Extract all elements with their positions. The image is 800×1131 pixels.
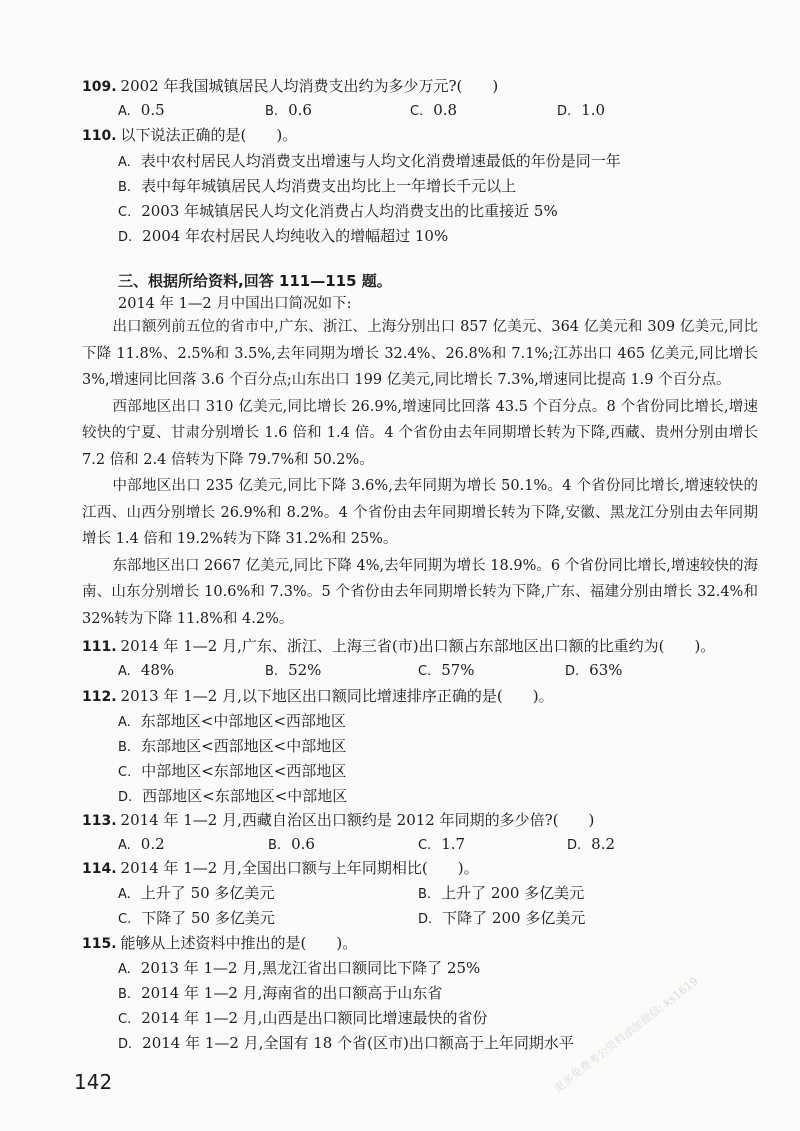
material-paragraphs bbox=[82, 314, 758, 632]
paragraph-provinces: 出口额列前五位的省市中,广东、浙江、上海分别出口 857 亿美元、364 亿美元和 309 亿美元,同比下降 11.8%、2.5%和 3.5%,去年同期为增长 32.4%、26.8%和 7.1%;江苏出口 465 亿美元,同比增长 3%,增速同比回落 3.6 个百分点;山东出口 199 亿美元,同比增长 7.3%,增速同比提高 1.9 个百分点。 bbox=[82, 319, 758, 388]
question-number: 110. bbox=[82, 128, 117, 144]
option-d: D. 8.2 bbox=[567, 835, 616, 853]
question-text: 2014 年 1—2 月,广东、浙江、上海三省(市)出口额占东部地区出口额的比重约为( )。 bbox=[120, 637, 716, 655]
option-d: D. 1.0 bbox=[557, 101, 606, 119]
question-111 bbox=[82, 636, 715, 657]
question-text: 2014 年 1—2 月,全国出口额与上年同期相比( )。 bbox=[120, 859, 479, 877]
paragraph-central: 中部地区出口 235 亿美元,同比下降 3.6%,去年同期为增长 50.1%。4 个省份同比增长,增速较快的江西、山西分别增长 26.9%和 8.2%。4 个省份由去年同期增长转为下降,安徽、黑龙江分别由去年同期增长 1.4 倍和 19.2%转为下降 31.2%和 25%。 bbox=[82, 478, 758, 547]
question-114 bbox=[82, 858, 479, 879]
question-number: 113. bbox=[82, 813, 117, 829]
question-110 bbox=[82, 125, 297, 146]
option-c: C. 2014 年 1—2 月,山西是出口额同比增速最快的省份 bbox=[118, 1009, 488, 1027]
paragraph-east: 东部地区出口 2667 亿美元,同比下降 4%,去年同期为增长 18.9%。6 个省份同比增长,增速较快的海南、山东分别增长 10.6%和 7.3%。5 个省份由去年同期增长转为下降,广东、福建分别由增长 32.4%和 32%转为下降 11.8%和 4.2%。 bbox=[82, 557, 758, 627]
question-number: 114. bbox=[82, 861, 117, 877]
question-text: 能够从上述资料中推出的是( )。 bbox=[120, 934, 358, 952]
option-c: C. 0.8 bbox=[410, 101, 458, 119]
option-c: C. 1.7 bbox=[418, 835, 466, 853]
option-a: A. 0.5 bbox=[118, 101, 165, 119]
question-109 bbox=[82, 76, 498, 97]
option-b: B. 52% bbox=[265, 661, 322, 679]
option-c: C. 下降了 50 多亿美元 bbox=[118, 909, 275, 927]
option-b: B. 表中每年城镇居民人均消费支出均比上一年增长千元以上 bbox=[118, 177, 517, 195]
option-b: B. 0.6 bbox=[265, 101, 312, 119]
option-d: D. 西部地区<东部地区<中部地区 bbox=[118, 787, 348, 805]
question-112 bbox=[82, 686, 554, 707]
question-number: 112. bbox=[82, 689, 117, 705]
question-text: 2014 年 1—2 月,西藏自治区出口额约是 2012 年同期的多少倍?( ) bbox=[120, 811, 595, 829]
option-b: B. 2014 年 1—2 月,海南省的出口额高于山东省 bbox=[118, 984, 443, 1002]
option-b: B. 0.6 bbox=[268, 835, 315, 853]
option-a: A. 上升了 50 多亿美元 bbox=[118, 884, 275, 902]
option-d: D. 2014 年 1—2 月,全国有 18 个省(区市)出口额高于上年同期水平 bbox=[118, 1034, 574, 1052]
option-a: A. 48% bbox=[118, 661, 175, 679]
option-b: B. 东部地区<西部地区<中部地区 bbox=[118, 737, 347, 755]
page-number: 142 bbox=[74, 1070, 113, 1094]
question-113 bbox=[82, 810, 594, 831]
option-d: D. 2004 年农村居民人均纯收入的增幅超过 10% bbox=[118, 227, 449, 245]
option-c: C. 57% bbox=[418, 661, 475, 679]
question-number: 111. bbox=[82, 639, 117, 655]
option-a: A. 东部地区<中部地区<西部地区 bbox=[118, 712, 346, 730]
question-number: 109. bbox=[82, 79, 117, 95]
option-a: A. 0.2 bbox=[118, 835, 165, 853]
question-text: 2002 年我国城镇居民人均消费支出约为多少万元?( ) bbox=[120, 77, 499, 95]
option-d: D. 下降了 200 多亿美元 bbox=[418, 909, 586, 927]
question-115 bbox=[82, 933, 357, 954]
option-b: B. 上升了 200 多亿美元 bbox=[418, 884, 585, 902]
question-text: 2013 年 1—2 月,以下地区出口额同比增速排序正确的是( )。 bbox=[120, 687, 554, 705]
section-intro: 2014 年 1—2 月中国出口简况如下: bbox=[118, 296, 352, 312]
section-heading: 三、根据所给资料,回答 111—115 题。 bbox=[118, 272, 392, 290]
option-a: A. 2013 年 1—2 月,黑龙江省出口额同比下降了 25% bbox=[118, 959, 481, 977]
question-text: 以下说法正确的是( )。 bbox=[120, 126, 298, 144]
option-c: C. 2003 年城镇居民人均文化消费占人均消费支出的比重接近 5% bbox=[118, 202, 558, 220]
question-number: 115. bbox=[82, 936, 117, 952]
paragraph-west: 西部地区出口 310 亿美元,同比增长 26.9%,增速同比回落 43.5 个百分点。8 个省份同比增长,增速较快的宁夏、甘肃分别增长 1.6 倍和 1.4 倍。4 个省份由去年同期增长转为下降,西藏、贵州分别由增长 7.2 倍和 2.4 倍转为下降 79.7%和 50.2%。 bbox=[82, 398, 758, 468]
option-c: C. 中部地区<东部地区<西部地区 bbox=[118, 762, 347, 780]
option-a: A. 表中农村居民人均消费支出增速与人均文化消费增速最低的年份是同一年 bbox=[118, 152, 621, 170]
option-d: D. 63% bbox=[565, 661, 623, 679]
watermark: 更多免费考公资料添加微信: ks1619 bbox=[551, 974, 701, 1096]
